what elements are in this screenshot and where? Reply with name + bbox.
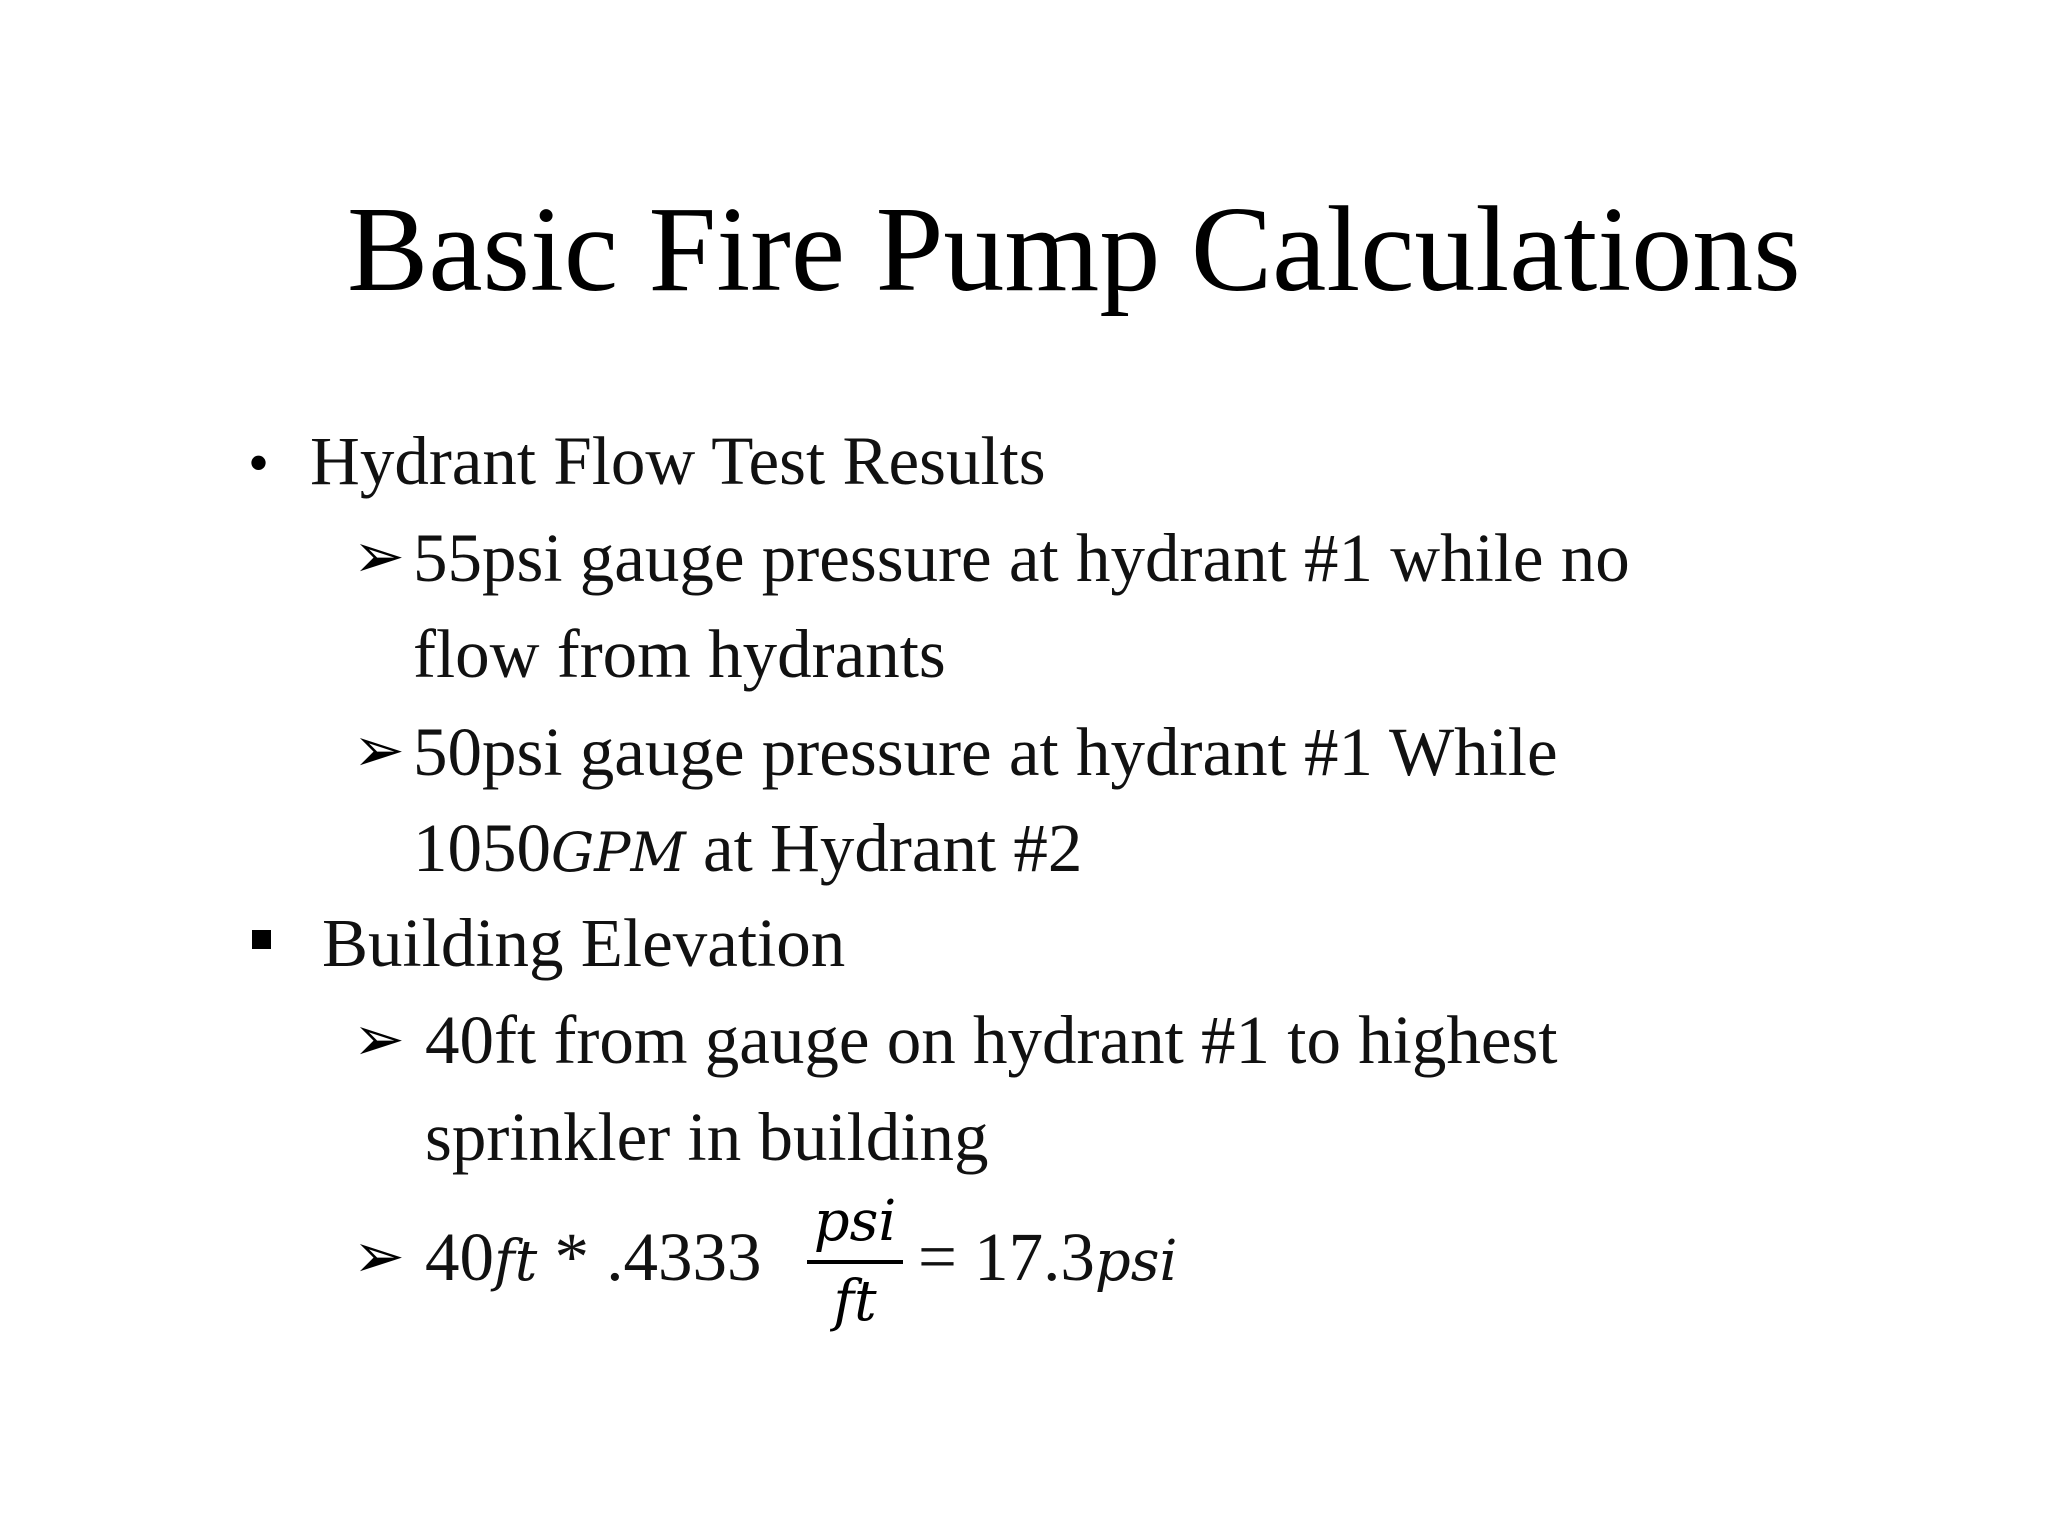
flow-location: at Hydrant #2 [685,810,1083,886]
formula-fraction [805,1189,905,1342]
hydrant-item-1-line-2: flow from hydrants [413,616,946,692]
section-heading-hydrant-flow: Hydrant Flow Test Results [310,423,1046,499]
hydrant-item-1-line-1: 55psi gauge pressure at hydrant #1 while no [413,520,1630,596]
arrow-bullet-icon: ➢ [353,523,405,591]
section-heading-building-elevation: Building Elevation [322,905,846,981]
formula-result-unit: psi [1094,1229,1178,1294]
round-bullet-icon: • [248,430,270,496]
elevation-item-1-line-1: 40ft from gauge on hydrant #1 to highest [425,1002,1558,1078]
flow-value: 1050 [413,810,551,886]
formula-result: = 17.3 [918,1219,1095,1295]
hydrant-item-2-line-2 [413,808,1082,893]
formula-operator: * .4333 [537,1219,762,1295]
arrow-bullet-icon: ➢ [353,1006,405,1074]
slide-title: Basic Fire Pump Calculations [347,182,1801,317]
elevation-item-1-line-2: sprinkler in building [425,1099,989,1175]
formula-value: 40 [425,1219,494,1295]
arrow-bullet-icon: ➢ [353,717,405,785]
hydrant-item-2-line-1: 50psi gauge pressure at hydrant #1 While [413,714,1558,790]
formula-left [425,1217,761,1302]
arrow-bullet-icon: ➢ [353,1223,405,1291]
fraction-denominator: ft [833,1269,877,1334]
square-bullet-icon [252,930,271,949]
fraction-numerator: psi [813,1189,897,1254]
formula-right [918,1217,1177,1302]
fraction-bar [807,1260,903,1264]
formula-unit: ft [494,1229,538,1294]
flow-unit: GPM [551,821,686,884]
